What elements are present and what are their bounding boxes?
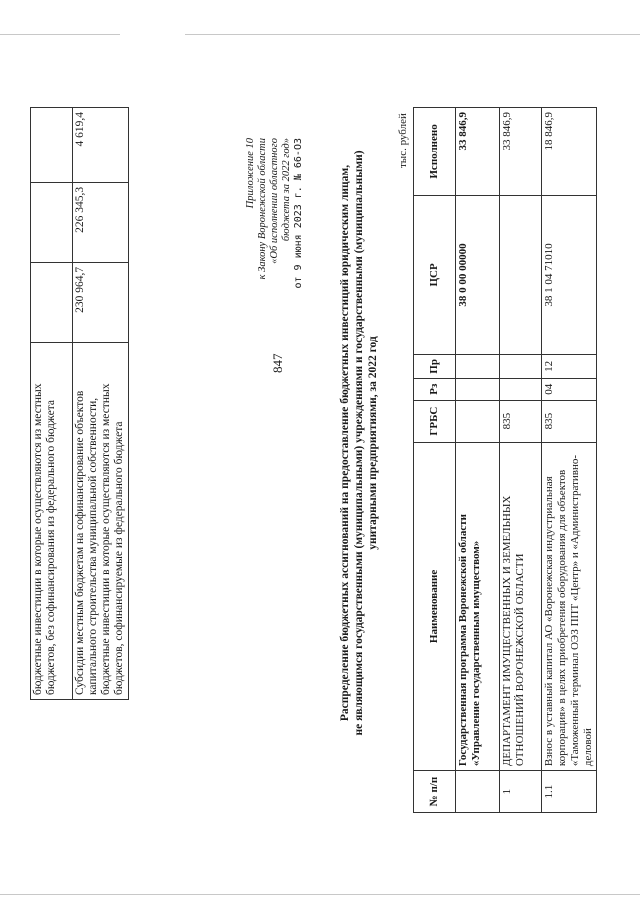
table-cell: 38 0 00 00000	[456, 195, 500, 354]
table-cell: ДЕПАРТАМЕНТ ИМУЩЕСТВЕННЫХ И ЗЕМЕЛЬНЫХ ОТНОШЕНИЙ ВОРОНЕЖСКОЙ ОБЛАСТИ	[500, 442, 542, 771]
title-line: Распределение бюджетных ассигнований на предоставление бюджетных инвестиций юридическим лицам,	[339, 164, 351, 722]
table-cell: 1.1	[542, 771, 597, 813]
table-row	[73, 108, 129, 700]
table-cell: Государственная программа Воронежской области «Управление государственным имуществом»	[456, 442, 500, 771]
table-cell	[500, 195, 542, 354]
table-cell: 12	[542, 355, 597, 379]
table-cell: 38 1 04 71010	[542, 195, 597, 354]
table-cell	[31, 262, 73, 342]
table-cell: 835	[542, 400, 597, 442]
table-cell	[456, 378, 500, 400]
main-table	[413, 107, 597, 813]
table-cell: 33 846,9	[456, 108, 500, 196]
header-name: Наименование	[414, 442, 456, 771]
table-cell: 33 846,9	[500, 108, 542, 196]
page-number: 847	[270, 353, 285, 373]
table-cell	[456, 400, 500, 442]
table-row	[456, 108, 500, 813]
header-rz: Рз	[414, 378, 456, 400]
table-cell: бюджетные инвестиции в которые осуществляются из местных бюджетов, без софинансирования из федерального бюджета	[31, 342, 73, 699]
table-cell	[500, 378, 542, 400]
appendix-line: бюджета за 2022 год»	[281, 138, 292, 242]
table-cell	[500, 355, 542, 379]
table-cell	[31, 108, 73, 183]
table-cell	[456, 355, 500, 379]
table-cell: 226 345,3	[73, 182, 129, 262]
appendix-date: от 9 июня 2023 г. № 66-ОЗ	[293, 138, 304, 289]
table-header-row	[414, 108, 456, 813]
table-cell: 835	[500, 400, 542, 442]
header-csr: ЦСР	[414, 195, 456, 354]
appendix-reference	[245, 138, 305, 343]
table-cell: 04	[542, 378, 597, 400]
table-cell	[31, 182, 73, 262]
title-line: не являющимся государственными (муниципальными) учреждениями и государственными (муниципальными)	[353, 150, 365, 736]
header-grbs: ГРБС	[414, 400, 456, 442]
appendix-line: Приложение 10	[245, 138, 256, 209]
units-label: тыс. рублей	[397, 113, 409, 168]
title-line: унитарными предприятиями, за 2022 год	[367, 336, 379, 550]
header-done: Исполнено	[414, 108, 456, 196]
document-title	[338, 113, 380, 773]
table-cell: 1	[500, 771, 542, 813]
table-cell: 230 964,7	[73, 262, 129, 342]
appendix-line: к Закону Воронежской области	[257, 138, 268, 280]
table-row	[500, 108, 542, 813]
table-cell: Субсидии местным бюджетам на софинансирование объектов капитального строительства муниципальной собственности, бюджетные инвестиции в которые осуществляются из местных бюджетов, софинансируемые из федерального бюджета	[73, 342, 129, 699]
header-num: № п/п	[414, 771, 456, 813]
table-cell: Взнос в уставный капитал АО «Воронежская индустриальная корпорация» в целях приобретения оборудования для объектов «Таможенный терминал ОЭЗ ППТ «Центр» и «Административно-деловой	[542, 442, 597, 771]
table-cell: 4 619,4	[73, 108, 129, 183]
table-row	[31, 108, 73, 700]
top-table	[30, 107, 129, 700]
header-pr: Пр	[414, 355, 456, 379]
table-row	[542, 108, 597, 813]
appendix-line: «Об исполнении областного	[269, 138, 280, 264]
table-cell	[456, 771, 500, 813]
table-cell: 18 846,9	[542, 108, 597, 196]
